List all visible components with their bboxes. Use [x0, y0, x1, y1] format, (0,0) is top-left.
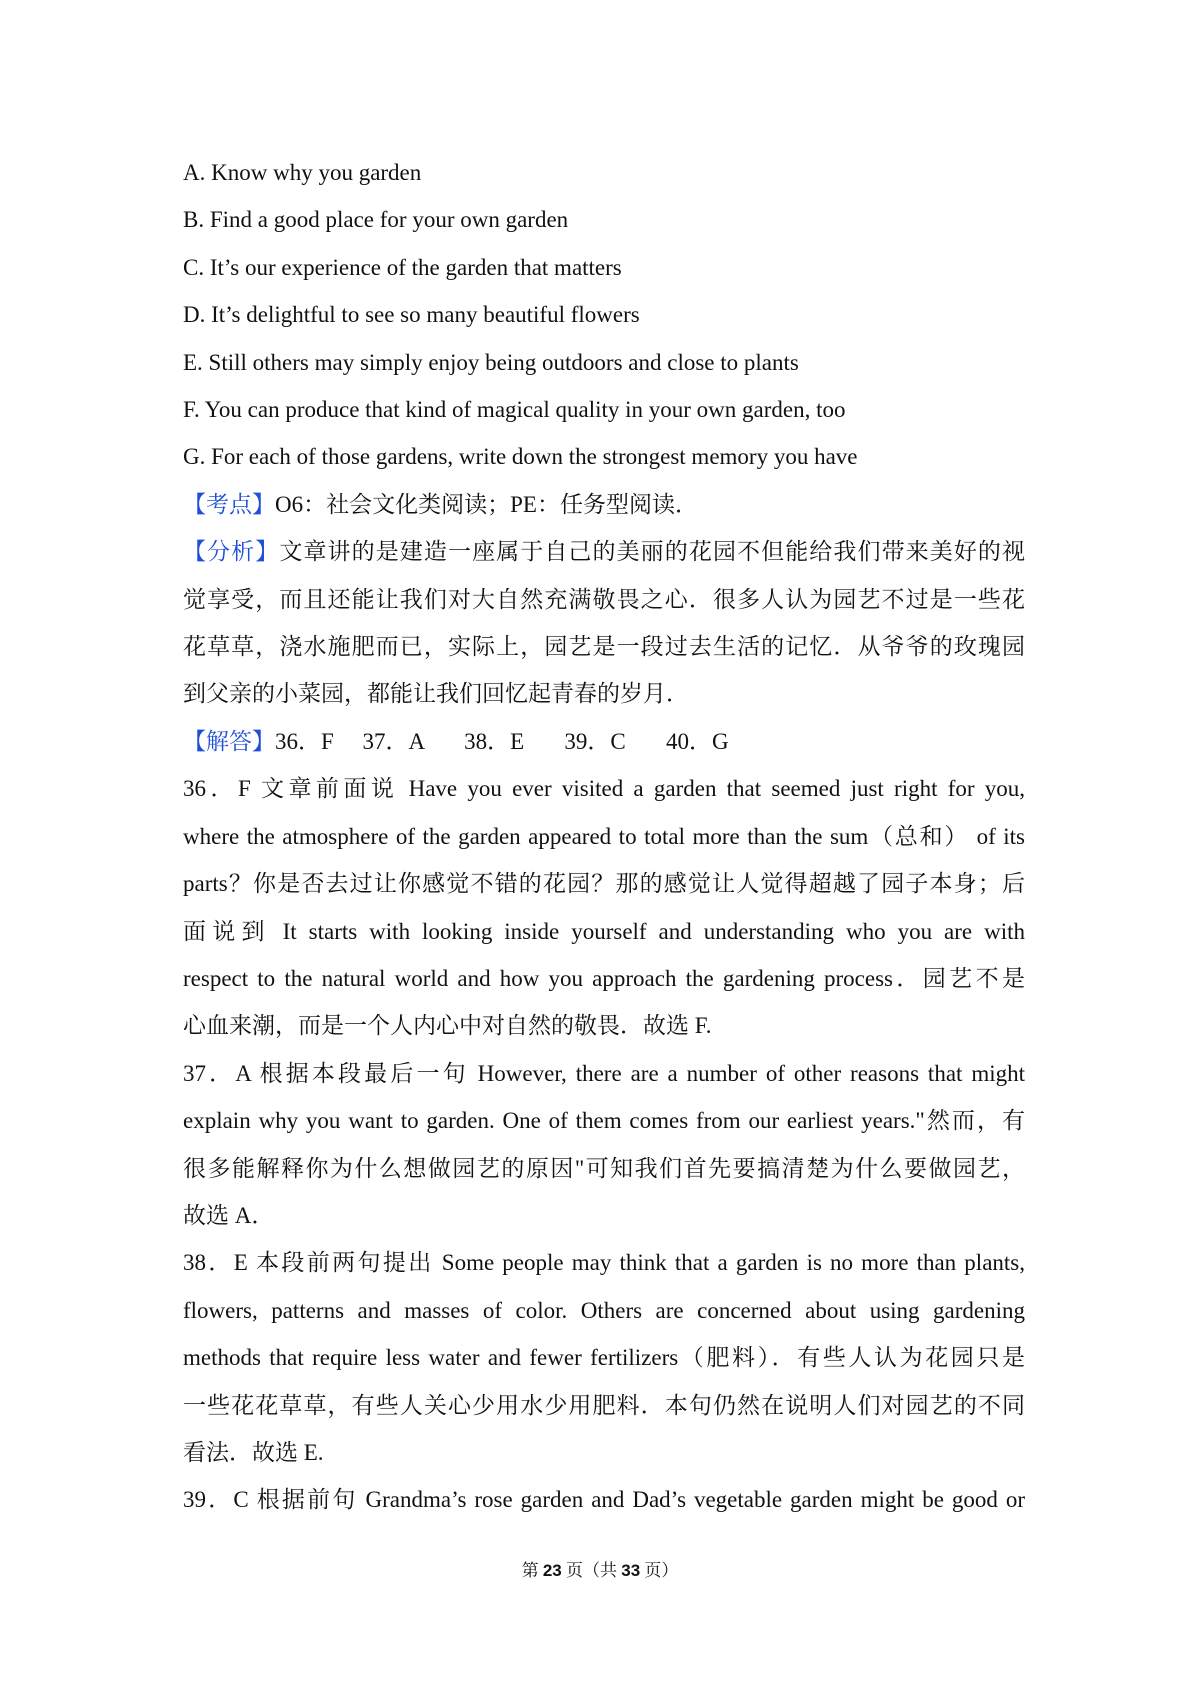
fenxi-line-4: 到父亲的小菜园，都能让我们回忆起青春的岁月．	[183, 681, 689, 707]
explanation-line-15: 看法．故选 E.	[183, 1439, 324, 1465]
option-b: B. Find a good place for your own garden	[183, 207, 569, 233]
explanation-line-7: 37．A 根据本段最后一句 However, there are a number of other reasons that might	[183, 1060, 1025, 1086]
footer-middle: 页（共	[561, 1561, 622, 1580]
explanation-line-13: methods that require less water and fewer fertilizers（肥料）．有些人认为花园只是	[183, 1345, 1025, 1371]
explanation-line-9: 很多能解释你为什么想做园艺的原因"可知我们首先要搞清楚为什么要做园艺，	[183, 1155, 1025, 1181]
fenxi-line-1	[183, 528, 1025, 575]
page-footer	[0, 1556, 1200, 1581]
explanation-line-2: where the atmosphere of the garden appeared to total more than the sum（总和） of its	[183, 823, 1025, 849]
explanation-line-4: 面说到 It starts with looking inside yourself and understanding who you are with	[183, 918, 1025, 944]
footer-prefix: 第	[521, 1561, 543, 1580]
page-content	[183, 149, 1025, 1524]
footer-total-pages: 33	[621, 1561, 641, 1580]
option-f: F. You can produce that kind of magical quality in your own garden, too	[183, 397, 846, 423]
explanation-line-1: 36．F 文章前面说 Have you ever visited a garden that seemed just right for you,	[183, 776, 1025, 802]
explanation-line-6: 心血来潮，而是一个人内心中对自然的敬畏．故选 F.	[183, 1013, 712, 1039]
kaodian-line	[183, 481, 1025, 528]
option-c: C. It’s our experience of the garden that matters	[183, 254, 622, 280]
kaodian-text: O6：社会文化类阅读；PE：任务型阅读．	[275, 491, 698, 517]
explanation-line-16: 39．C 根据前句 Grandma’s rose garden and Dad’s vegetable garden might be good or	[183, 1487, 1025, 1513]
explanation-line-3: parts？你是否去过让你感觉不错的花园？那的感觉让人觉得超越了园子本身；后	[183, 871, 1025, 897]
fenxi-text-1: 文章讲的是建造一座属于自己的美丽的花园不但能给我们带来美好的视	[279, 539, 1026, 565]
explanation-line-14: 一些花花草草，有些人关心少用水少用肥料．本句仍然在说明人们对园艺的不同	[183, 1392, 1025, 1418]
footer-page-number: 23	[542, 1561, 562, 1580]
explanation-line-12: flowers, patterns and masses of color. Others are concerned about using gardening	[183, 1297, 1025, 1323]
option-e: E. Still others may simply enjoy being outdoors and close to plants	[183, 349, 799, 375]
explanation-line-5: respect to the natural world and how you approach the gardening process．园艺不是	[183, 965, 1025, 991]
jieda-tag: 【解答】	[183, 728, 275, 754]
explanation-line-10: 故选 A．	[183, 1202, 275, 1228]
jieda-line	[183, 718, 1025, 765]
fenxi-line-3: 花草草，浇水施肥而已，实际上，园艺是一段过去生活的记忆．从爷爷的玫瑰园	[183, 634, 1025, 660]
option-g: G. For each of those gardens, write down the strongest memory you have	[183, 444, 858, 470]
explanation-line-11: 38．E 本段前两句提出 Some people may think that a garden is no more than plants,	[183, 1250, 1025, 1276]
jieda-text: 36．F 37．A 38．E 39．C 40．G	[275, 728, 729, 754]
footer-suffix: 页）	[640, 1561, 679, 1580]
fenxi-tag: 【分析】	[183, 539, 280, 565]
explanation-line-8: explain why you want to garden. One of them comes from our earliest years."然而，有	[183, 1108, 1025, 1134]
option-d: D. It’s delightful to see so many beautiful flowers	[183, 302, 640, 328]
fenxi-line-2: 觉享受，而且还能让我们对大自然充满敬畏之心．很多人认为园艺不过是一些花	[183, 586, 1025, 612]
kaodian-tag: 【考点】	[183, 491, 275, 517]
option-a: A. Know why you garden	[183, 160, 422, 185]
